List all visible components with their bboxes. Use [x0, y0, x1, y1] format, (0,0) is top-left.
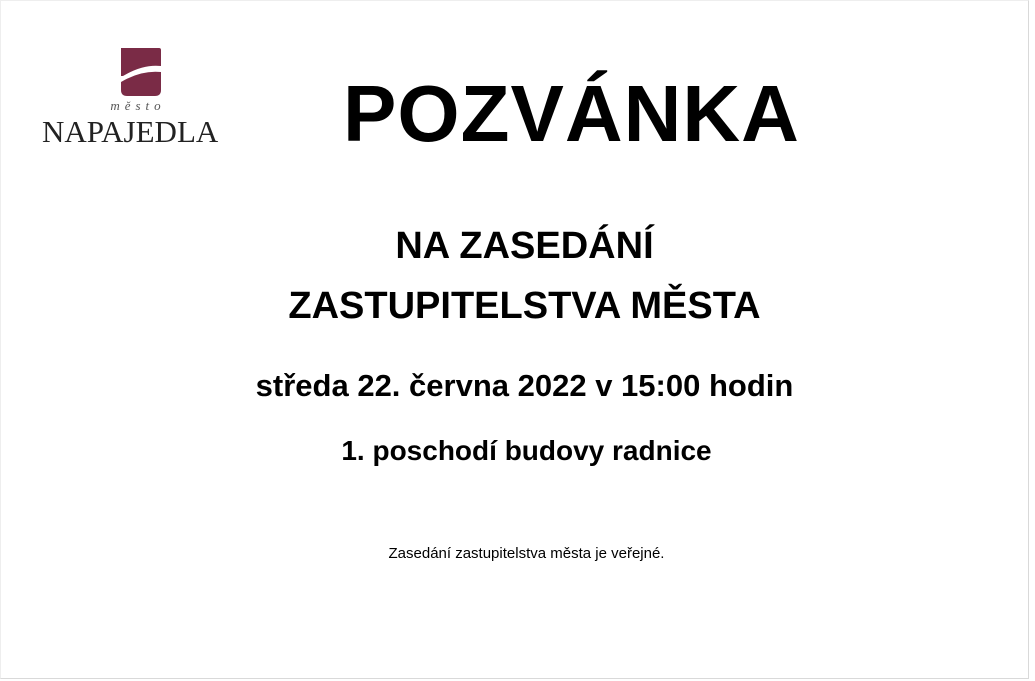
town-emblem-icon: [117, 46, 163, 98]
meeting-date-time: středa 22. června 2022 v 15:00 hodin: [255, 368, 794, 403]
invitation-title: POZVÁNKA: [343, 69, 800, 158]
logo-small-text: město: [110, 98, 166, 113]
town-logo: [40, 44, 240, 154]
subtitle-line-2: ZASTUPITELSTVA MĚSTA: [288, 285, 761, 327]
subtitle-line-1: NA ZASEDÁNÍ: [395, 225, 654, 267]
public-meeting-note: Zasedání zastupitelstva města je veřejné.: [388, 545, 665, 562]
meeting-location: 1. poschodí budovy radnice: [341, 435, 712, 466]
logo-town-name: NAPAJEDLA: [42, 114, 219, 149]
